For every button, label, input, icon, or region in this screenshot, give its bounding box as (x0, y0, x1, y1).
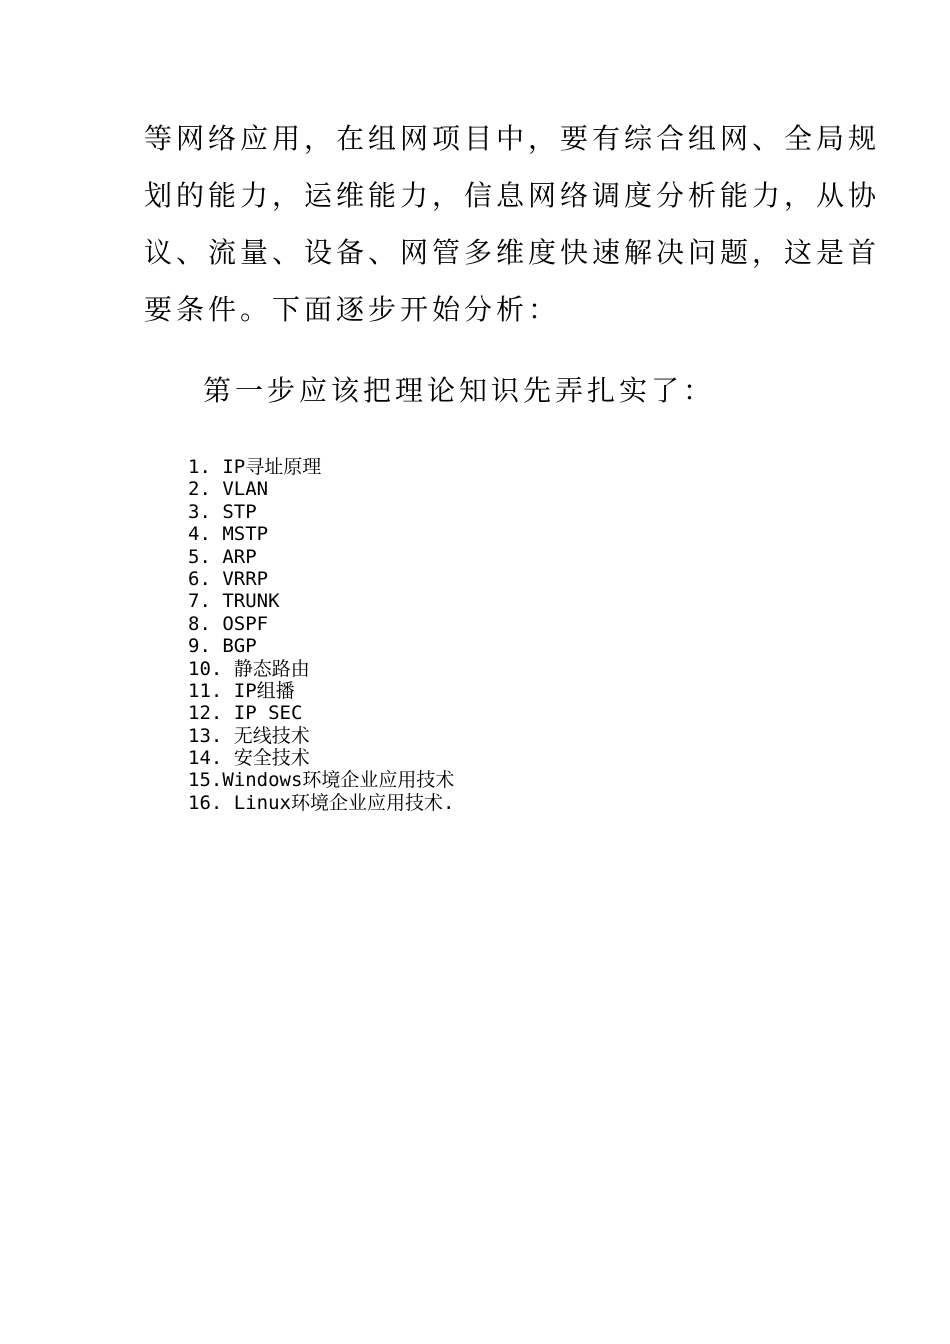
list-item: 5. ARP (188, 545, 257, 568)
list-item: 2. VLAN (188, 478, 269, 501)
paragraph-line: 划的能力，运维能力，信息网络调度分析能力，从协 (144, 179, 881, 212)
topic-list (188, 456, 454, 814)
list-item: 10. 静态路由 (188, 657, 310, 680)
list-item: 13. 无线技术 (188, 724, 310, 747)
list-item: 11. IP组播 (188, 679, 295, 702)
list-item: 7. TRUNK (188, 590, 280, 613)
paragraph-line: 等网络应用，在组网项目中，要有综合组网、全局规 (144, 122, 881, 155)
paragraph-line: 要条件。下面逐步开始分析： (144, 293, 561, 326)
list-item: 16. Linux环境企业应用技术. (188, 791, 455, 814)
list-item: 12. IP SEC (188, 702, 303, 725)
list-item: 8. OSPF (188, 612, 269, 635)
list-item: 14. 安全技术 (188, 747, 310, 770)
list-item: 3. STP (188, 500, 257, 523)
list-item: 4. MSTP (188, 523, 269, 546)
list-item: 6. VRRP (188, 567, 269, 590)
list-item: 1. IP寻址原理 (188, 456, 322, 478)
intro-paragraph (144, 110, 881, 338)
paragraph-line: 议、流量、设备、网管多维度快速解决问题，这是首 (144, 236, 881, 269)
step-heading: 第一步应该把理论知识先弄扎实了： (203, 374, 716, 407)
list-item: 15.Windows环境企业应用技术 (188, 769, 455, 792)
list-item: 9. BGP (188, 635, 257, 658)
